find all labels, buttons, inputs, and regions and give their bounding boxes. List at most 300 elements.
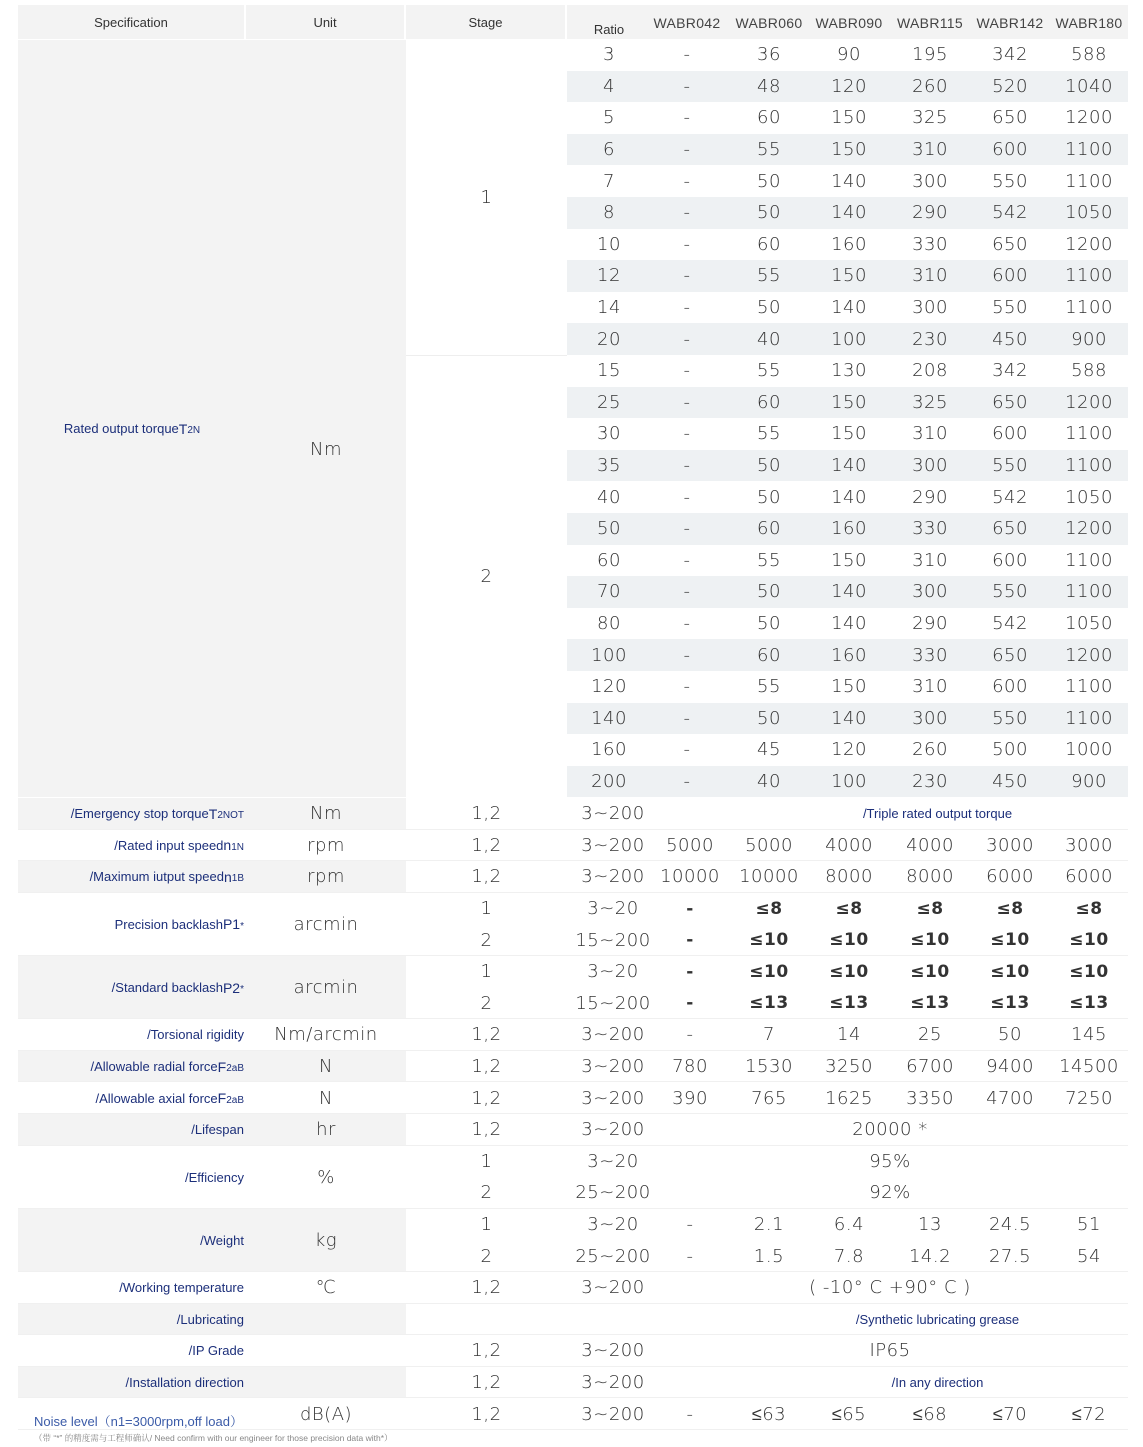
spec-text: Noise level（n1=3000rpm,off load） xyxy=(34,1414,243,1430)
spec-row-3-stage: 1 xyxy=(480,898,493,920)
spec-symbol: T xyxy=(208,805,218,822)
torque-value-wabr042: - xyxy=(683,613,691,635)
torque-value-wabr115: 310 xyxy=(912,549,948,571)
spec-row-5-value-wabr142: 50 xyxy=(998,1024,1022,1046)
spec-row-6-label xyxy=(18,1051,246,1083)
spec-symbol: T xyxy=(178,420,188,437)
spec-row-4-value-wabr142: ≤10 xyxy=(990,961,1030,982)
torque-value-wabr142: 650 xyxy=(992,644,1028,666)
torque-value-wabr060: 55 xyxy=(757,676,781,698)
spec-text: /Weight xyxy=(200,1232,244,1248)
torque-ratio: 8 xyxy=(603,202,615,224)
torque-value-wabr180: 1100 xyxy=(1065,455,1113,477)
spec-row-3-label xyxy=(18,893,246,956)
spec-row-14-stage: 1,2 xyxy=(471,1372,502,1394)
torque-value-wabr060: 50 xyxy=(757,581,781,603)
torque-value-wabr180: 1040 xyxy=(1065,75,1113,97)
torque-value-wabr180: 1100 xyxy=(1065,297,1113,319)
torque-value-wabr042: - xyxy=(683,328,691,350)
spec-row-15-value-wabr042: - xyxy=(686,1403,694,1425)
spec-row-8-unit: hr xyxy=(246,1114,406,1146)
torque-value-wabr142: 542 xyxy=(992,613,1028,635)
torque-value-wabr142: 600 xyxy=(992,139,1028,161)
torque-value-wabr180: 1200 xyxy=(1065,391,1113,413)
torque-value-wabr180: 1100 xyxy=(1065,707,1113,729)
torque-value-wabr042: - xyxy=(683,297,691,319)
torque-value-wabr090: 160 xyxy=(831,644,867,666)
spec-text: /Allowable axial force xyxy=(95,1090,218,1106)
rated-output-torque-label xyxy=(18,40,246,797)
spec-text: /Working temperature xyxy=(119,1280,244,1296)
spec-text: /Maximum iutput speed xyxy=(89,869,224,885)
spec-row-12-unit xyxy=(246,1304,406,1336)
torque-ratio: 20 xyxy=(597,328,621,350)
spec-row-1-value-wabr090: 4000 xyxy=(825,834,873,856)
spec-row-0-span: /Triple rated output torque xyxy=(862,806,1013,822)
torque-ratio: 40 xyxy=(597,486,621,508)
spec-row-13-unit xyxy=(246,1335,406,1367)
torque-value-wabr090: 140 xyxy=(831,455,867,477)
spec-row-8-span: 20000 * xyxy=(852,1119,928,1141)
torque-value-wabr180: 1100 xyxy=(1065,549,1113,571)
spec-row-3-value-wabr060: ≤10 xyxy=(749,930,789,951)
spec-text: /Rated input speed xyxy=(114,837,224,853)
torque-value-wabr115: 310 xyxy=(912,676,948,698)
torque-value-wabr060: 50 xyxy=(757,455,781,477)
spec-row-3-ratio: 3~20 xyxy=(587,898,639,920)
spec-row-15-value-wabr090: ≤65 xyxy=(831,1403,867,1425)
torque-value-wabr142: 342 xyxy=(992,360,1028,382)
torque-value-wabr115: 290 xyxy=(912,202,948,224)
torque-value-wabr060: 50 xyxy=(757,486,781,508)
spec-row-10-value-wabr042: - xyxy=(686,1245,694,1267)
torque-value-wabr142: 550 xyxy=(992,170,1028,192)
spec-row-1-stage: 1,2 xyxy=(471,834,502,856)
torque-value-wabr090: 150 xyxy=(831,391,867,413)
torque-value-wabr115: 330 xyxy=(912,233,948,255)
spec-row-10-value-wabr042: - xyxy=(686,1214,694,1236)
spec-row-11-label xyxy=(18,1272,246,1304)
spec-row-4-unit: arcmin xyxy=(246,956,406,1019)
torque-value-wabr115: 300 xyxy=(912,297,948,319)
spec-row-15-stage: 1,2 xyxy=(471,1403,502,1425)
spec-subscript: * xyxy=(240,920,244,932)
spec-text: /Emergency stop torque xyxy=(70,806,209,822)
torque-value-wabr090: 130 xyxy=(831,360,867,382)
spec-row-10-value-wabr142: 27.5 xyxy=(988,1245,1032,1267)
spec-row-4-value-wabr042: - xyxy=(686,961,694,982)
spec-row-3-value-wabr090: ≤8 xyxy=(835,898,863,919)
rated-output-torque-unit: Nm xyxy=(310,438,342,460)
torque-value-wabr090: 150 xyxy=(831,549,867,571)
spec-subscript: 1B xyxy=(231,873,244,885)
spec-symbol: P2 xyxy=(222,979,241,996)
torque-value-wabr180: 1100 xyxy=(1065,265,1113,287)
spec-row-14-unit xyxy=(246,1367,406,1399)
spec-row-4-value-wabr060: ≤13 xyxy=(749,993,789,1014)
spec-row-9-span: 95% xyxy=(869,1150,911,1172)
torque-value-wabr042: - xyxy=(683,486,691,508)
spec-row-5-label xyxy=(18,1019,246,1051)
spec-row-6-stage: 1,2 xyxy=(471,1056,502,1078)
spec-row-8-stage: 1,2 xyxy=(471,1119,502,1141)
torque-value-wabr142: 550 xyxy=(992,297,1028,319)
spec-row-2-label xyxy=(18,861,246,893)
spec-row-9-ratio: 3~20 xyxy=(587,1150,639,1172)
spec-row-15-value-wabr115: ≤68 xyxy=(912,1403,948,1425)
torque-value-wabr115: 310 xyxy=(912,423,948,445)
spec-symbol: F xyxy=(217,1090,227,1107)
spec-row-5-value-wabr180: 145 xyxy=(1071,1024,1107,1046)
torque-value-wabr115: 260 xyxy=(912,75,948,97)
torque-value-wabr060: 50 xyxy=(757,202,781,224)
torque-ratio: 14 xyxy=(597,297,621,319)
torque-value-wabr060: 55 xyxy=(757,360,781,382)
torque-value-wabr090: 160 xyxy=(831,518,867,540)
spec-row-0-label xyxy=(18,798,246,830)
torque-value-wabr180: 588 xyxy=(1071,44,1107,66)
torque-value-wabr060: 50 xyxy=(757,707,781,729)
spec-row-7-value-wabr042: 390 xyxy=(672,1087,708,1109)
spec-row-7-value-wabr060: 765 xyxy=(751,1087,787,1109)
spec-row-12-stage xyxy=(406,1304,567,1336)
header-stage: Stage xyxy=(406,5,565,39)
torque-value-wabr180: 1000 xyxy=(1065,739,1113,761)
header-specification: Specification xyxy=(18,5,244,39)
spec-row-5-unit: Nm/arcmin xyxy=(274,1024,378,1046)
spec-row-13-label xyxy=(18,1335,246,1367)
spec-row-10-value-wabr090: 6.4 xyxy=(833,1214,865,1236)
stage-divider xyxy=(406,355,567,356)
torque-ratio: 3 xyxy=(603,44,615,66)
spec-symbol: n xyxy=(223,868,232,885)
spec-row-10-value-wabr090: 7.8 xyxy=(833,1245,865,1267)
spec-row-15-unit: dB(A) xyxy=(299,1403,353,1425)
footnote: （带 “*” 的精度需与工程师确认/ Need confirm with our engineer for those precision data with*） xyxy=(34,1433,393,1443)
spec-row-10-value-wabr180: 54 xyxy=(1077,1245,1101,1267)
spec-row-1-value-wabr180: 3000 xyxy=(1065,834,1113,856)
spec-row-11-span: ( -10° C +90° C ) xyxy=(809,1277,971,1299)
torque-value-wabr115: 260 xyxy=(912,739,948,761)
spec-row-3-value-wabr115: ≤8 xyxy=(916,898,944,919)
spec-row-2-value-wabr042: 10000 xyxy=(660,866,720,888)
torque-value-wabr042: - xyxy=(683,233,691,255)
torque-value-wabr180: 1100 xyxy=(1065,423,1113,445)
spec-row-14-ratio: 3~200 xyxy=(581,1372,645,1394)
torque-ratio: 12 xyxy=(597,265,621,287)
spec-row-13-ratio: 3~200 xyxy=(581,1340,645,1362)
torque-ratio: 50 xyxy=(597,518,621,540)
spec-row-15-value-wabr180: ≤72 xyxy=(1071,1403,1107,1425)
spec-row-1-label xyxy=(18,830,246,862)
spec-row-6-value-wabr060: 1530 xyxy=(745,1056,793,1078)
spec-text: /Standard backlash xyxy=(111,980,223,996)
spec-row-3-unit: arcmin xyxy=(293,913,359,935)
header-model-wabr060: WABR060 xyxy=(735,15,803,31)
spec-row-2-value-wabr115: 8000 xyxy=(906,866,954,888)
torque-value-wabr060: 36 xyxy=(757,44,781,66)
torque-value-wabr090: 90 xyxy=(837,44,861,66)
torque-value-wabr060: 60 xyxy=(757,518,781,540)
torque-value-wabr060: 55 xyxy=(757,423,781,445)
spec-row-13-span: IP65 xyxy=(869,1340,911,1362)
torque-ratio: 5 xyxy=(603,107,615,129)
torque-value-wabr090: 150 xyxy=(831,107,867,129)
spec-row-5-value-wabr042: - xyxy=(686,1024,694,1046)
spec-row-1-ratio: 3~200 xyxy=(581,834,645,856)
torque-value-wabr180: 1200 xyxy=(1065,644,1113,666)
spec-row-6-value-wabr042: 780 xyxy=(672,1056,708,1078)
spec-row-15-label xyxy=(18,1398,246,1430)
spec-row-7-unit: N xyxy=(319,1087,333,1109)
spec-row-14-label xyxy=(18,1367,246,1399)
torque-value-wabr180: 1100 xyxy=(1065,581,1113,603)
spec-row-9-stage: 2 xyxy=(480,1182,493,1204)
spec-text: /Torsional rigidity xyxy=(147,1027,244,1043)
spec-row-2-value-wabr180: 6000 xyxy=(1065,866,1113,888)
torque-value-wabr060: 50 xyxy=(757,613,781,635)
torque-value-wabr142: 650 xyxy=(992,518,1028,540)
torque-value-wabr042: - xyxy=(683,265,691,287)
torque-value-wabr142: 500 xyxy=(992,739,1028,761)
spec-row-1-value-wabr115: 4000 xyxy=(906,834,954,856)
spec-row-10-ratio: 25~200 xyxy=(575,1245,651,1267)
torque-value-wabr142: 600 xyxy=(992,265,1028,287)
torque-ratio: 25 xyxy=(597,391,621,413)
torque-value-wabr060: 55 xyxy=(757,549,781,571)
torque-value-wabr042: - xyxy=(683,771,691,793)
torque-value-wabr042: - xyxy=(683,202,691,224)
torque-value-wabr142: 550 xyxy=(992,707,1028,729)
torque-value-wabr090: 140 xyxy=(831,707,867,729)
torque-value-wabr115: 290 xyxy=(912,486,948,508)
spec-row-5-stage: 1,2 xyxy=(471,1024,502,1046)
spec-row-0-unit: Nm xyxy=(246,798,406,830)
torque-value-wabr042: - xyxy=(683,44,691,66)
torque-value-wabr115: 300 xyxy=(912,707,948,729)
spec-row-0-ratio: 3~200 xyxy=(581,803,645,825)
row-separator xyxy=(18,1429,1128,1430)
torque-value-wabr090: 100 xyxy=(831,771,867,793)
torque-value-wabr060: 60 xyxy=(757,391,781,413)
spec-subscript: 2aB xyxy=(226,1063,244,1075)
torque-value-wabr142: 650 xyxy=(992,391,1028,413)
spec-row-10-stage: 1 xyxy=(480,1214,493,1236)
spec-row-10-ratio: 3~20 xyxy=(587,1214,639,1236)
torque-value-wabr090: 140 xyxy=(831,613,867,635)
spec-row-3-value-wabr142: ≤10 xyxy=(990,930,1030,951)
spec-row-10-stage: 2 xyxy=(480,1245,493,1267)
torque-value-wabr060: 40 xyxy=(757,771,781,793)
torque-value-wabr060: 55 xyxy=(757,265,781,287)
spec-row-2-unit: rpm xyxy=(246,861,406,893)
torque-value-wabr180: 900 xyxy=(1071,771,1107,793)
spec-row-15-value-wabr142: ≤70 xyxy=(992,1403,1028,1425)
spec-row-5-value-wabr060: 7 xyxy=(763,1024,775,1046)
torque-value-wabr042: - xyxy=(683,391,691,413)
spec-row-7-value-wabr180: 7250 xyxy=(1065,1087,1113,1109)
torque-value-wabr142: 600 xyxy=(992,676,1028,698)
spec-row-9-ratio: 25~200 xyxy=(575,1182,651,1204)
spec-row-7-stage: 1,2 xyxy=(471,1087,502,1109)
spec-row-3-value-wabr060: ≤8 xyxy=(755,898,783,919)
spec-row-2-value-wabr060: 10000 xyxy=(739,866,799,888)
spec-row-3-stage: 2 xyxy=(480,929,493,951)
torque-value-wabr142: 342 xyxy=(992,44,1028,66)
torque-value-wabr180: 1100 xyxy=(1065,139,1113,161)
spec-subscript: 1N xyxy=(231,841,244,853)
torque-ratio: 4 xyxy=(603,75,615,97)
spec-symbol: P1 xyxy=(222,916,241,933)
torque-value-wabr090: 140 xyxy=(831,486,867,508)
spec-symbol: F xyxy=(217,1058,227,1075)
spec-subscript: * xyxy=(240,984,244,996)
header-model-wabr042: WABR042 xyxy=(653,15,721,31)
torque-value-wabr060: 60 xyxy=(757,644,781,666)
spec-row-4-value-wabr180: ≤10 xyxy=(1069,961,1109,982)
torque-ratio: 30 xyxy=(597,423,621,445)
spec-row-6-value-wabr142: 9400 xyxy=(986,1056,1034,1078)
spec-row-7-value-wabr115: 3350 xyxy=(906,1087,954,1109)
spec-row-10-value-wabr115: 13 xyxy=(918,1214,942,1236)
torque-stage-1: 1 xyxy=(480,186,493,208)
spec-row-6-value-wabr115: 6700 xyxy=(906,1056,954,1078)
spec-row-12-label xyxy=(18,1304,246,1336)
spec-row-2-value-wabr142: 6000 xyxy=(986,866,1034,888)
torque-value-wabr060: 45 xyxy=(757,739,781,761)
spec-row-1-unit: rpm xyxy=(307,834,345,856)
spec-row-4-stage: 2 xyxy=(480,992,493,1014)
spec-row-15-value-wabr060: ≤63 xyxy=(751,1403,787,1425)
torque-ratio: 200 xyxy=(591,771,627,793)
torque-value-wabr060: 60 xyxy=(757,107,781,129)
torque-value-wabr115: 330 xyxy=(912,644,948,666)
torque-ratio: 70 xyxy=(597,581,621,603)
spec-subscript: 2NOT xyxy=(217,810,244,822)
spec-subscript: 2aB xyxy=(226,1094,244,1106)
torque-value-wabr142: 600 xyxy=(992,549,1028,571)
spec-subscript: 2N xyxy=(187,425,201,436)
torque-value-wabr180: 1200 xyxy=(1065,107,1113,129)
spec-row-6-value-wabr180: 14500 xyxy=(1059,1056,1119,1078)
torque-value-wabr090: 140 xyxy=(831,170,867,192)
torque-value-wabr115: 325 xyxy=(912,391,948,413)
torque-ratio: 160 xyxy=(591,739,627,761)
spec-row-10-unit: kg xyxy=(246,1209,406,1272)
torque-value-wabr090: 150 xyxy=(831,423,867,445)
spec-text: /Installation direction xyxy=(125,1375,244,1391)
torque-ratio: 120 xyxy=(591,676,627,698)
torque-ratio: 60 xyxy=(597,549,621,571)
spec-row-1-value-wabr042: 5000 xyxy=(666,834,714,856)
torque-value-wabr180: 1100 xyxy=(1065,676,1113,698)
spec-row-9-stage: 1 xyxy=(480,1150,493,1172)
spec-row-4-value-wabr060: ≤10 xyxy=(749,961,789,982)
header-model-wabr090: WABR090 xyxy=(815,15,883,31)
spec-row-13-stage: 1,2 xyxy=(471,1340,502,1362)
torque-value-wabr115: 230 xyxy=(912,771,948,793)
spec-row-4-value-wabr090: ≤13 xyxy=(829,993,869,1014)
spec-row-4-stage: 1 xyxy=(480,961,493,983)
torque-value-wabr042: - xyxy=(683,707,691,729)
spec-row-9-span: 92% xyxy=(869,1182,911,1204)
torque-value-wabr142: 550 xyxy=(992,581,1028,603)
torque-ratio: 35 xyxy=(597,455,621,477)
spec-row-4-value-wabr115: ≤10 xyxy=(910,961,950,982)
spec-row-10-value-wabr142: 24.5 xyxy=(988,1214,1032,1236)
spec-row-11-stage: 1,2 xyxy=(471,1277,502,1299)
torque-value-wabr042: - xyxy=(683,549,691,571)
torque-ratio: 80 xyxy=(597,613,621,635)
spec-text: /IP Grade xyxy=(188,1343,244,1359)
spec-row-4-value-wabr042: - xyxy=(686,993,694,1014)
spec-row-11-ratio: 3~200 xyxy=(581,1277,645,1299)
spec-row-3-value-wabr090: ≤10 xyxy=(829,930,869,951)
torque-value-wabr042: - xyxy=(683,676,691,698)
torque-value-wabr180: 1050 xyxy=(1065,486,1113,508)
torque-value-wabr042: - xyxy=(683,581,691,603)
spec-row-0-stage: 1,2 xyxy=(471,803,502,825)
torque-value-wabr142: 600 xyxy=(992,423,1028,445)
spec-row-3-value-wabr042: - xyxy=(686,898,694,919)
torque-value-wabr060: 50 xyxy=(757,297,781,319)
spec-row-12-span: /Synthetic lubricating grease xyxy=(855,1311,1020,1327)
torque-value-wabr115: 208 xyxy=(912,360,948,382)
torque-value-wabr090: 140 xyxy=(831,297,867,319)
torque-stage-2: 2 xyxy=(480,565,493,587)
spec-row-12-ratio xyxy=(567,1304,659,1336)
header-ratio: Ratio xyxy=(593,21,625,37)
torque-value-wabr115: 300 xyxy=(912,455,948,477)
spec-row-5-ratio: 3~200 xyxy=(581,1024,645,1046)
spec-row-7-value-wabr142: 4700 xyxy=(986,1087,1034,1109)
torque-value-wabr042: - xyxy=(683,107,691,129)
torque-value-wabr042: - xyxy=(683,423,691,445)
spec-text: /Efficiency xyxy=(184,1169,244,1185)
torque-value-wabr115: 290 xyxy=(912,613,948,635)
torque-ratio: 10 xyxy=(597,233,621,255)
torque-value-wabr115: 325 xyxy=(912,107,948,129)
spec-row-7-label xyxy=(18,1082,246,1114)
torque-value-wabr180: 588 xyxy=(1071,360,1107,382)
spec-row-14-span: /In any direction xyxy=(891,1375,984,1391)
torque-ratio: 6 xyxy=(603,139,615,161)
spec-row-10-value-wabr060: 1.5 xyxy=(753,1245,785,1267)
torque-value-wabr142: 450 xyxy=(992,328,1028,350)
spec-row-6-value-wabr090: 3250 xyxy=(825,1056,873,1078)
spec-text: Rated output torque xyxy=(63,421,179,436)
spec-row-15-ratio: 3~200 xyxy=(581,1403,645,1425)
torque-value-wabr090: 140 xyxy=(831,581,867,603)
torque-value-wabr142: 542 xyxy=(992,486,1028,508)
header-model-wabr142: WABR142 xyxy=(976,15,1044,31)
torque-value-wabr042: - xyxy=(683,739,691,761)
spec-row-5-value-wabr115: 25 xyxy=(918,1024,942,1046)
torque-value-wabr180: 1200 xyxy=(1065,518,1113,540)
torque-value-wabr090: 140 xyxy=(831,202,867,224)
torque-value-wabr115: 330 xyxy=(912,518,948,540)
spec-row-3-value-wabr142: ≤8 xyxy=(996,898,1024,919)
header-model-wabr180: WABR180 xyxy=(1055,15,1123,31)
spec-row-4-label xyxy=(18,956,246,1019)
spec-row-10-value-wabr180: 51 xyxy=(1077,1214,1101,1236)
torque-value-wabr060: 48 xyxy=(757,75,781,97)
torque-value-wabr042: - xyxy=(683,455,691,477)
torque-value-wabr180: 900 xyxy=(1071,328,1107,350)
spec-row-3-value-wabr042: - xyxy=(686,930,694,951)
torque-value-wabr090: 150 xyxy=(831,265,867,287)
spec-row-10-value-wabr060: 2.1 xyxy=(753,1214,785,1236)
